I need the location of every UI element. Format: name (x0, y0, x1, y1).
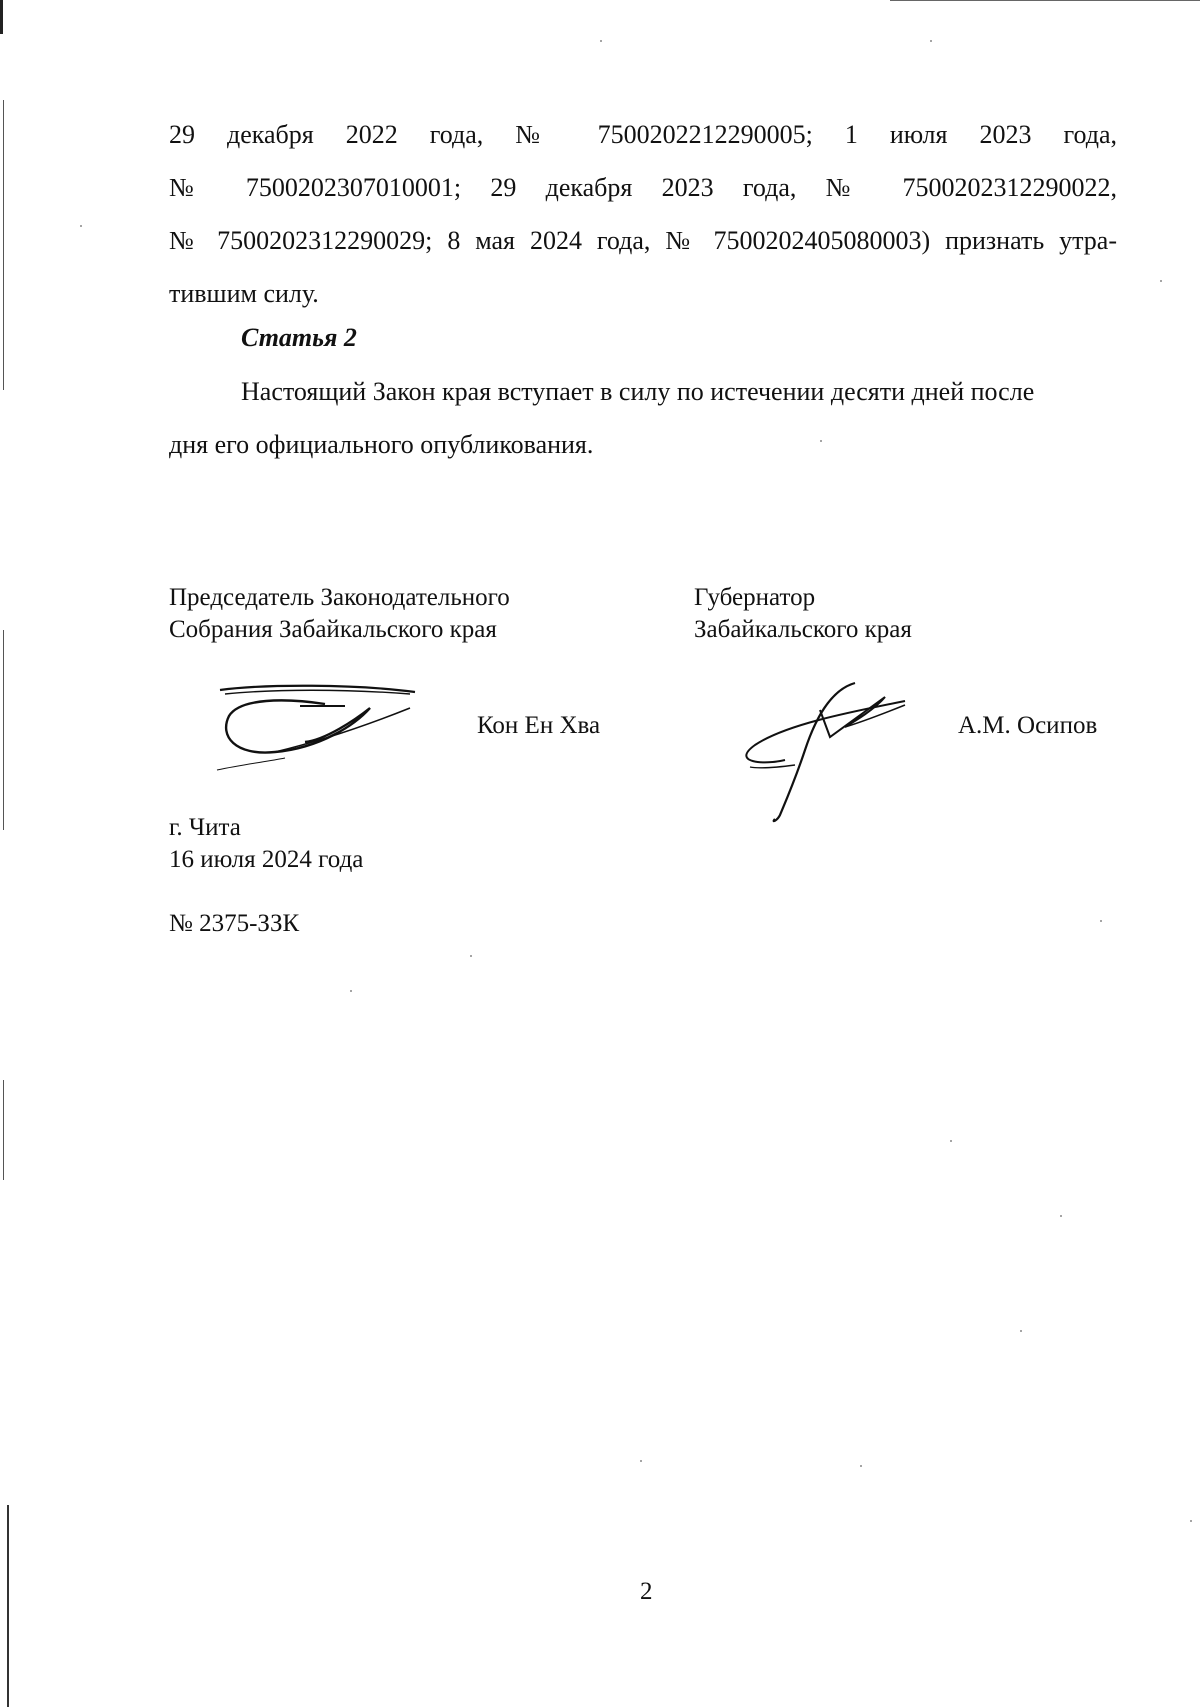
scan-speck (80, 225, 82, 227)
scan-speck (1020, 1330, 1022, 1332)
right-signatory-name: А.М. Осипов (958, 712, 1098, 739)
scan-speck (860, 1465, 862, 1467)
place-and-date (169, 812, 363, 876)
paragraph-line: № 7500202312290029; 8 мая 2024 года, № 7500202405080003) признать утра- (169, 226, 1117, 255)
scan-edge-mark-top-right (890, 0, 1200, 1)
scan-speck (950, 1140, 952, 1142)
scan-speck (1160, 280, 1162, 282)
paragraph-line: тившим силу. (169, 279, 319, 308)
left-signatory-title-line: Собрания Забайкальского края (169, 616, 497, 643)
scan-edge-mark-top-left (0, 0, 3, 34)
scan-speck (640, 1460, 642, 1462)
scan-speck (930, 40, 932, 42)
law-number: № 2375-ЗЗК (169, 910, 300, 937)
scan-edge-mark-left-3 (3, 1080, 4, 1180)
scan-edge-mark-left-2 (3, 630, 4, 830)
page-number: 2 (640, 1578, 653, 1605)
scan-speck (1100, 920, 1102, 922)
scan-edge-mark-left-1 (3, 100, 4, 390)
paragraph-continuation (169, 108, 1117, 267)
scan-speck (350, 990, 352, 992)
scan-speck (600, 40, 602, 42)
paragraph-continuation-last (169, 267, 1117, 320)
article-line: дня его официального опубликования. (169, 430, 594, 459)
right-signatory-title-line: Губернатор (694, 584, 816, 611)
left-handwritten-signature (205, 680, 425, 780)
left-signatory-title-line: Председатель Законодательного (169, 584, 510, 611)
scan-speck (1060, 1215, 1062, 1217)
article-2-text (169, 365, 1117, 471)
right-handwritten-signature (735, 675, 935, 830)
paragraph-line: 29 декабря 2022 года, № 7500202212290005; 1 июля 2023 года, (169, 120, 1117, 149)
article-line: Настоящий Закон края вступает в силу по истечении десяти дней после (241, 377, 1035, 406)
right-signatory-title-line: Забайкальского края (694, 616, 912, 643)
place: г. Чита (169, 814, 241, 841)
left-signatory-name: Кон Ен Хва (477, 712, 601, 739)
scan-edge-mark-left-4 (7, 1505, 9, 1707)
scan-speck (470, 955, 472, 957)
paragraph-line: № 7500202307010001; 29 декабря 2023 года, № 7500202312290022, (169, 173, 1117, 202)
date: 16 июля 2024 года (169, 846, 364, 873)
scan-speck (1190, 1520, 1192, 1522)
left-signatory-title (169, 582, 510, 646)
article-heading: Статья 2 (241, 323, 357, 352)
right-signatory-title (694, 582, 912, 646)
